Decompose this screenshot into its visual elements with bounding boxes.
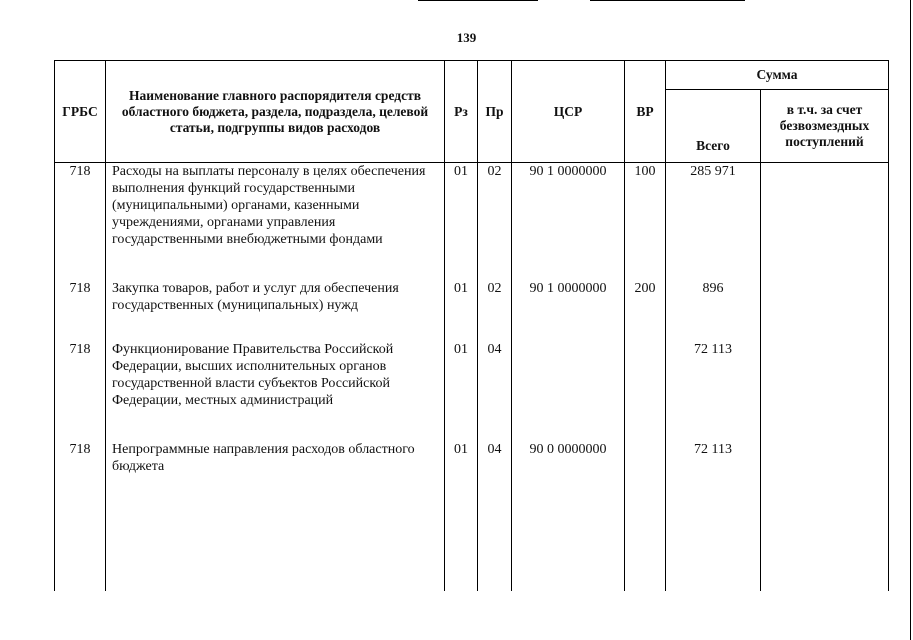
cell-pr: 04 [478,441,512,591]
cell-pr: 04 [478,341,512,441]
header-sum: Сумма [666,61,889,90]
header-total: Всего [666,90,761,163]
cell-free [761,280,889,341]
cell-total: 72 113 [666,341,761,441]
top-scan-line-right [590,0,745,1]
header-free: в т.ч. за счет безвозмездных поступлений [761,90,889,163]
table-row [55,163,889,281]
cell-grbs: 718 [55,163,106,281]
table-row [55,280,889,341]
cell-vr [625,441,666,591]
header-csr: ЦСР [512,61,625,163]
cell-grbs: 718 [55,441,106,591]
header-name: Наименование главного распорядителя средств областного бюджета, раздела, подраздела, целевой статьи, подгруппы видов расходов [106,61,445,163]
cell-name: Непрограммные направления расходов областного бюджета [106,441,445,591]
cell-free [761,341,889,441]
right-scan-edge [910,0,911,640]
cell-free [761,163,889,281]
header-row-1 [55,61,889,90]
cell-rz: 01 [445,280,478,341]
cell-csr: 90 0 0000000 [512,441,625,591]
cell-grbs: 718 [55,280,106,341]
top-scan-line-left [418,0,538,1]
cell-csr: 90 1 0000000 [512,280,625,341]
cell-name: Расходы на выплаты персоналу в целях обеспечения выполнения функций государственными (муниципальными) органами, казенными учреждениями, органами управления государственными внебюджетными фондами [106,163,445,281]
cell-rz: 01 [445,341,478,441]
cell-rz: 01 [445,441,478,591]
cell-csr: 90 1 0000000 [512,163,625,281]
cell-name: Функционирование Правительства Российской Федерации, высших исполнительных органов государственной власти субъектов Российской Федерации, местных администраций [106,341,445,441]
header-vr: ВР [625,61,666,163]
cell-name: Закупка товаров, работ и услуг для обеспечения государственных (муниципальных) нужд [106,280,445,341]
cell-total: 896 [666,280,761,341]
cell-vr: 200 [625,280,666,341]
table-row [55,441,889,591]
cell-vr: 100 [625,163,666,281]
cell-total: 285 971 [666,163,761,281]
budget-table [54,60,889,591]
header-rz: Рз [445,61,478,163]
cell-free [761,441,889,591]
header-pr: Пр [478,61,512,163]
header-grbs: ГРБС [55,61,106,163]
cell-pr: 02 [478,280,512,341]
cell-csr [512,341,625,441]
cell-grbs: 718 [55,341,106,441]
cell-pr: 02 [478,163,512,281]
page-number: 139 [456,30,477,45]
cell-total: 72 113 [666,441,761,591]
table-row [55,341,889,441]
cell-vr [625,341,666,441]
cell-rz: 01 [445,163,478,281]
